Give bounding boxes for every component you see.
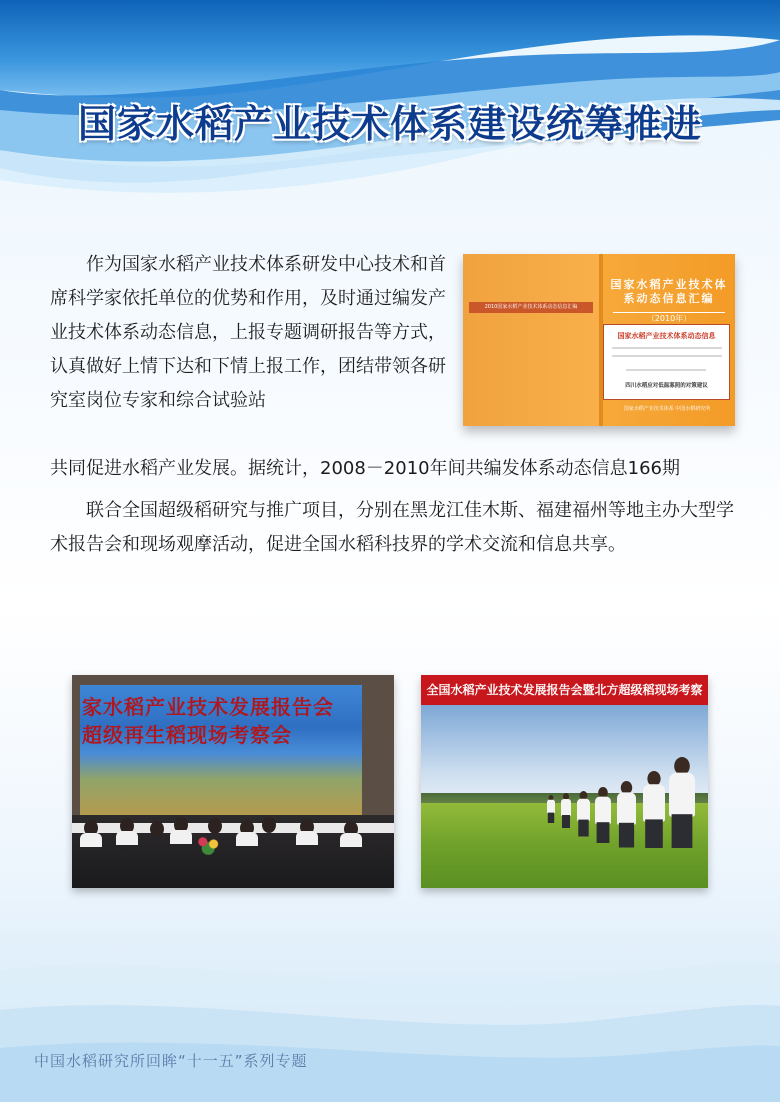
- book-spine: [463, 254, 599, 426]
- person-body: [340, 833, 362, 847]
- footer-series-label: 中国水稻研究所回眸“十一五”系列专题: [34, 1052, 308, 1070]
- card-text-line: [612, 355, 722, 357]
- photo-caption: 全国水稻产业技术发展报告会暨北方超级稻现场考察: [421, 675, 708, 705]
- page-title: 国家水稻产业技术体系建设统筹推进: [77, 102, 702, 146]
- card-text-line: [626, 369, 706, 371]
- person-body: [170, 830, 192, 844]
- person: [150, 821, 164, 837]
- person-body: [116, 831, 138, 845]
- person: [208, 818, 222, 834]
- book-year: （2010年）: [613, 312, 725, 325]
- book-spine-label: 2010国家水稻产业技术体系动态信息汇编: [469, 302, 593, 313]
- banner-line-2: 超级再生稻现场考察会: [82, 723, 292, 747]
- book-cover-image: [463, 254, 735, 426]
- book-card: [603, 324, 730, 400]
- footer-wave: [0, 930, 780, 1102]
- banner-line-1: 家水稻产业技术发展报告会: [82, 695, 334, 719]
- paragraph-1: 作为国家水稻产业技术体系研发中心技术和首席科学家依托单位的优势和作用，及时通过编发产业技术体系动态信息，上报专题调研报告等方式，认真做好上情下达和下情上报工作，团结带领各研究室岗位专家和综合试验站: [50, 254, 446, 411]
- flower-arrangement: [192, 833, 228, 855]
- person: [262, 817, 276, 833]
- book-front-title: 国家水稻产业技术体系动态信息汇编: [610, 278, 728, 305]
- person-body: [296, 831, 318, 845]
- conference-photo: [72, 675, 394, 888]
- book-card-title: 国家水稻产业技术体系动态信息: [617, 332, 716, 340]
- person-body: [236, 832, 258, 846]
- field-visit-photo: [421, 675, 708, 888]
- person-body: [80, 833, 102, 847]
- book-card-subtitle: 四川水稻应对低温寡照的对策建议: [625, 383, 708, 389]
- banner-field-graphic: [80, 755, 362, 815]
- book-publisher: 国家水稻产业技术体系 中国水稻研究所: [623, 406, 711, 412]
- card-text-line: [612, 347, 722, 349]
- paragraph-2: 联合全国超级稻研究与推广项目，分别在黑龙江佳木斯、福建福州等地主办大型学术报告会和现场观摩活动，促进全国水稻科技界的学术交流和信息共享。: [50, 500, 734, 555]
- conference-banner: [80, 685, 362, 755]
- paragraph-1-tail: 共同促进水稻产业发展。据统计，2008－2010年间共编发体系动态信息166期: [50, 458, 680, 479]
